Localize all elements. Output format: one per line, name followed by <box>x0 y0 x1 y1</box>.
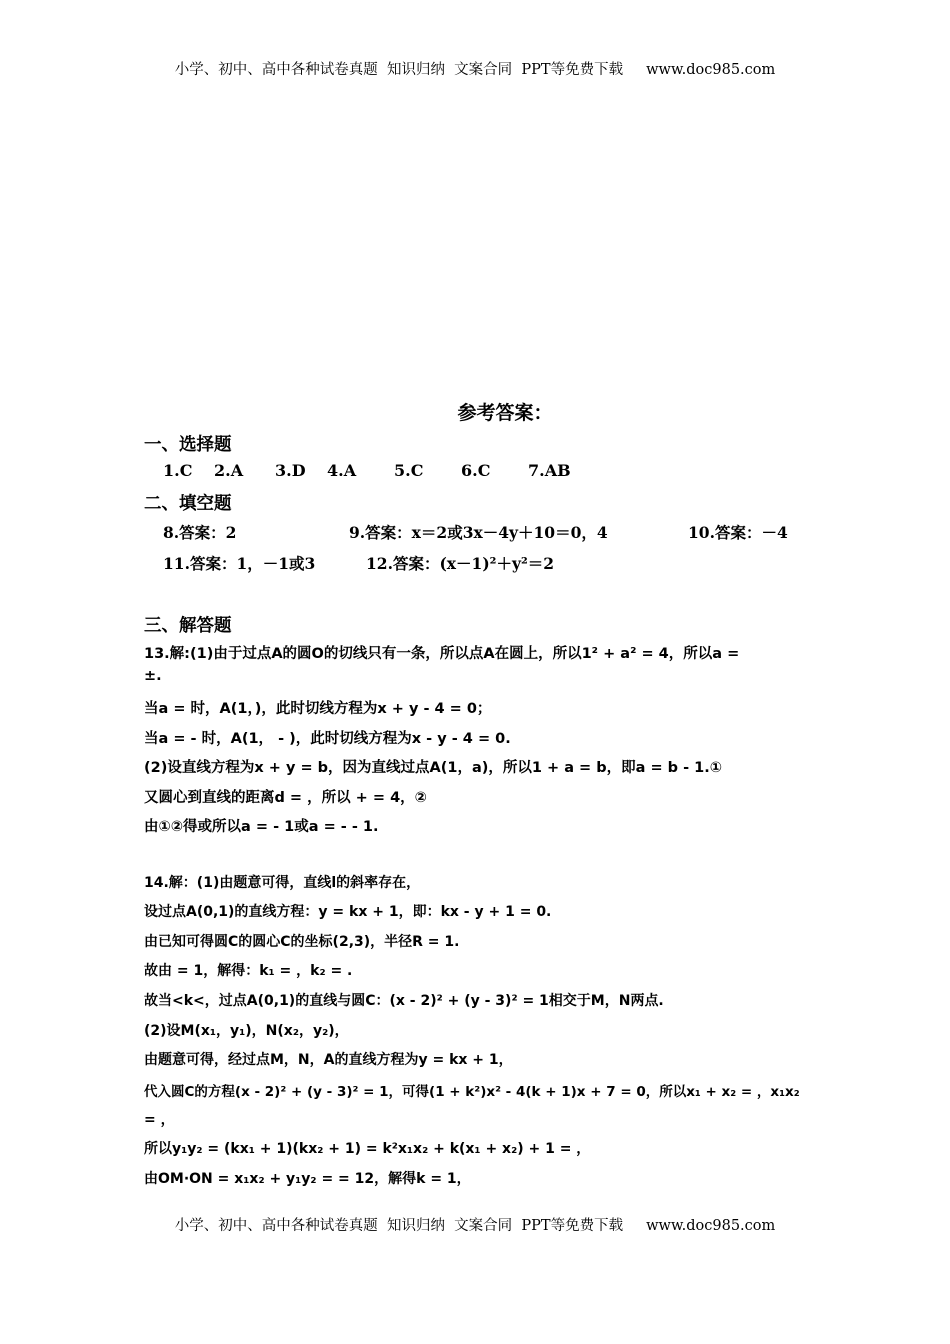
q14-line: 所以y₁y₂ = (kx₁ + 1)(kx₂ + 1) = k²x₁x₂ + k(x₁ + x₂) + 1 = ， <box>144 1141 591 1157</box>
section-fill-heading: 二、填空题 <box>144 494 232 514</box>
page-header: 小学、初中、高中各种试卷真题 知识归纳 文案合同 PPT等免费下载 www.doc985.com <box>174 62 776 78</box>
fill-answer-10: 10.答案：－4 <box>688 523 788 542</box>
q13-line: 当a = 时，A(1，)，此时切线方程为x + y - 4 = 0； <box>144 701 492 717</box>
q14-line: 代入圆C的方程(x - 2)² + (y - 3)² = 1，可得(1 + k²)x² - 4(k + 1)x + 7 = 0，所以x₁ + x₂ = ，x₁x₂ <box>144 1084 800 1100</box>
q14-line: 由已知可得圆C的圆心C的坐标(2,3)，半径R = 1. <box>144 934 460 950</box>
q13-line: 又圆心到直线的距离d = ，所以 + = 4，② <box>144 790 427 806</box>
choice-answer: 6.C <box>461 461 491 480</box>
q14-line: 故由 = 1，解得：k₁ = ，k₂ = . <box>144 963 353 979</box>
q13-line: 13.解:(1)由于过点A的圆O的切线只有一条，所以点A在圆上，所以1² + a² = 4，所以a = <box>144 646 740 662</box>
choice-answer: 1.C <box>163 461 193 480</box>
q14-line: 14.解：(1)由题意可得，直线l的斜率存在， <box>144 875 421 891</box>
section-solve-heading: 三、解答题 <box>144 616 232 636</box>
choice-answer: 2.A <box>214 461 244 480</box>
q13-line: 当a = - 时，A(1， - )，此时切线方程为x - y - 4 = 0. <box>144 731 511 747</box>
q13-line: ±. <box>144 668 162 684</box>
choice-answer: 3.D <box>275 461 306 480</box>
fill-answer-9: 9.答案：x＝2或3x－4y＋10＝0，4 <box>349 523 608 542</box>
fill-answer-12: 12.答案：(x－1)²＋y²＝2 <box>366 554 555 573</box>
q14-line: 设过点A(0,1)的直线方程：y = kx + 1，即：kx - y + 1 = 0. <box>144 904 552 920</box>
q14-line: 由OM·ON = x₁x₂ + y₁y₂ = = 12，解得k = 1， <box>144 1171 471 1187</box>
page-footer: 小学、初中、高中各种试卷真题 知识归纳 文案合同 PPT等免费下载 www.doc985.com <box>174 1218 776 1234</box>
q14-line: 故当<k<，过点A(0,1)的直线与圆C：(x - 2)² + (y - 3)² = 1相交于M，N两点. <box>144 993 664 1009</box>
q14-line: 由题意可得，经过点M，N，A的直线方程为y = kx + 1， <box>144 1052 513 1068</box>
q14-line: (2)设M(x₁，y₁)，N(x₂，y₂)， <box>144 1023 349 1039</box>
choice-answer: 7.AB <box>528 461 571 480</box>
section-choice-heading: 一、选择题 <box>144 435 232 455</box>
q13-line: 由①②得或所以a = - 1或a = - - 1. <box>144 819 379 835</box>
q14-line: = ， <box>144 1112 175 1128</box>
page-title: 参考答案： <box>457 402 553 424</box>
q13-line: (2)设直线方程为x + y = b，因为直线过点A(1，a)，所以1 + a = b，即a = b - 1.① <box>144 760 723 776</box>
choice-answer: 5.C <box>394 461 424 480</box>
choice-answer: 4.A <box>327 461 357 480</box>
fill-answer-11: 11.答案：1，－1或3 <box>163 554 316 573</box>
fill-answer-8: 8.答案：2 <box>163 523 237 542</box>
